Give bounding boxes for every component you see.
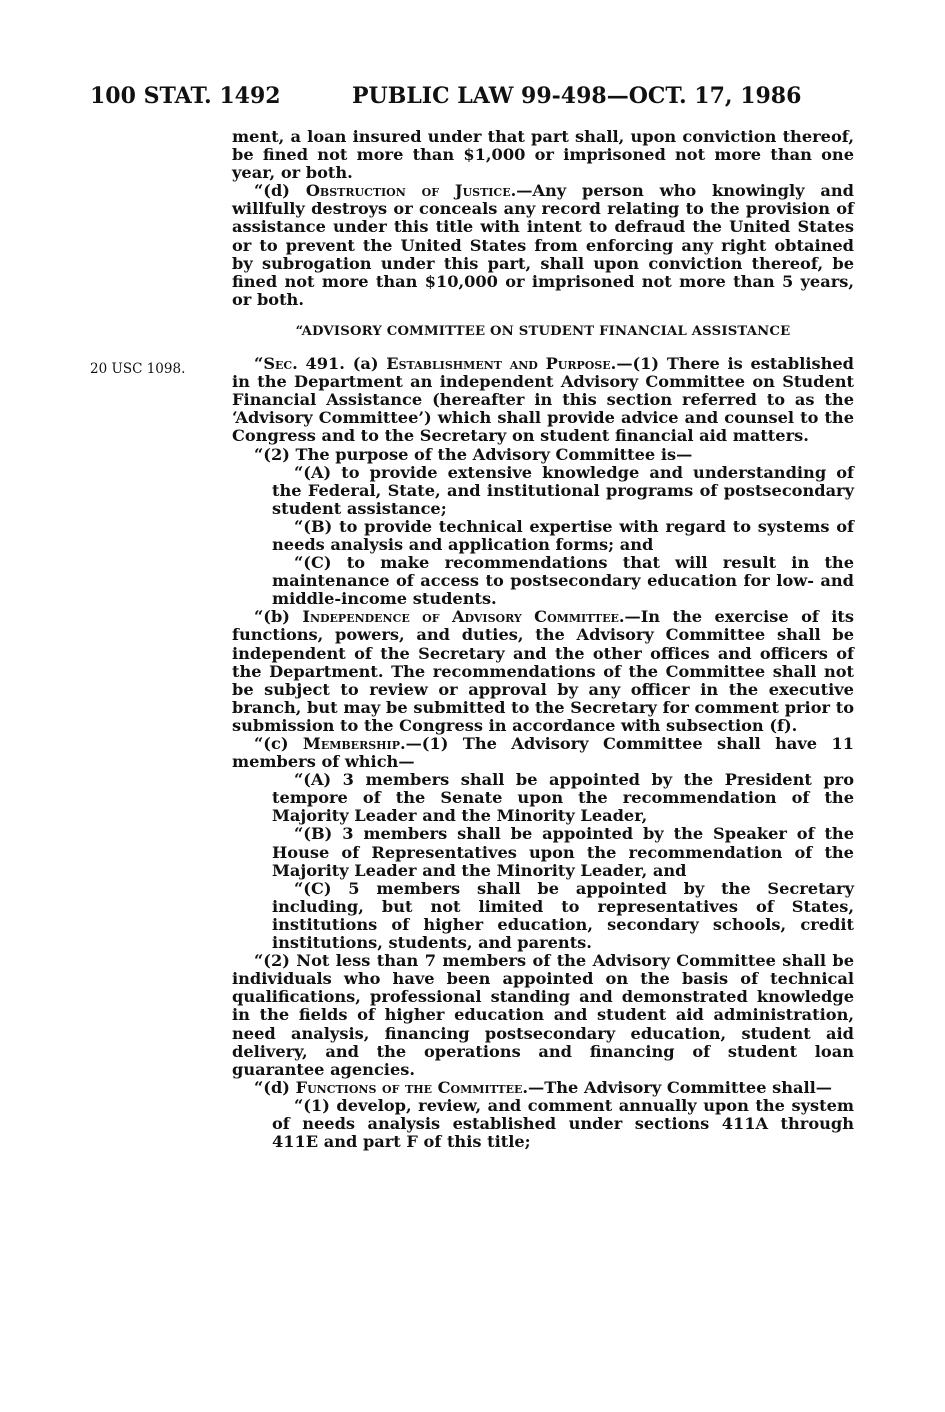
paragraph-text: —(1) There is established in the Department an independent Advisory Committee on Student Financial Assistance (hereafter in this section referred to as the ‘Advisory Committee’) which shall provide advice and counsel to the Congress and to the Secretary on student financial aid matters. [232, 354, 855, 446]
paragraph-label: “(b) [254, 607, 303, 627]
paragraph-sec-491-a [232, 355, 854, 445]
paragraph-label: “(d) [254, 1077, 296, 1097]
page-header [90, 80, 860, 112]
paragraph-label: “(c) [254, 734, 303, 753]
paragraph-continued: ment, a loan insured under that part shall, upon conviction thereof, be fined not more than $1,000 or imprisoned not more than one year, or both. [232, 127, 854, 183]
section-label: Sec. [263, 354, 298, 374]
paragraph-text: —(1) The Advisory Committee shall have 11 members of which— [232, 734, 855, 772]
paragraph-text: —Any person who knowingly and willfully destroys or conceals any record relating to the provision of assistance under this title with intent to defraud the United States or to prevent the United States from enforcing any right obtained by subrogation under this part, shall upon conviction thereof, be fined not more than $10,000 or imprisoned not more than 5 years, or both. [232, 181, 854, 309]
document-body [232, 128, 854, 1151]
paragraph-c-1-A: “(A) 3 members shall be appointed by the President pro tempore of the Senate upon the recommendation of the Majority Leader and the Minority Leader, [272, 770, 854, 826]
paragraph-independence [232, 608, 854, 735]
margin-citation: 20 USC 1098. [90, 361, 186, 377]
paragraph-c-1-B: “(B) 3 members shall be appointed by the Speaker of the House of Representatives upon the recommendation of the Majority Leader and the Minority Leader, and [272, 824, 854, 880]
paragraph-label: “(d) [254, 181, 290, 201]
section-heading: “ADVISORY COMMITTEE ON STUDENT FINANCIAL ASSISTANCE [295, 323, 791, 339]
paragraph-text: —In the exercise of its functions, powers, and duties, the Advisory Committee shall be independent of the Secretary and the other offices and officers of the Department. The recommendations of the Committee shall not be subject to review or approval by any officer in the executive branch, but may be submitted to the Secretary for comment prior to submission to the Congress in accordance with subsection (f). [232, 607, 854, 735]
paragraph-a-2-A: “(A) to provide extensive knowledge and understanding of the Federal, State, and institutional programs of postsecondary student assistance; [272, 462, 854, 518]
statute-page-number: 100 STAT. 1492 [90, 83, 281, 109]
paragraph-heading: Obstruction of Justice. [305, 181, 517, 201]
section-number: 491. (a) [297, 354, 387, 374]
paragraph-heading: Independence of Advisory Committee. [302, 607, 625, 627]
paragraph-c-2: “(2) Not less than 7 members of the Advisory Committee shall be individuals who have been appointed on the basis of technical qualifications, professional standing and demonstrated knowledge in the fields of higher education and student aid administration, need analysis, financing postsecondary education, student aid delivery, and the operations and financing of student loan guarantee agencies. [232, 951, 854, 1079]
paragraph-heading: Establishment and Purpose. [386, 354, 617, 374]
paragraph-a-2-B: “(B) to provide technical expertise with regard to systems of needs analysis and application forms; and [272, 516, 854, 554]
quote-mark: “ [254, 354, 264, 374]
paragraph-a-2: “(2) The purpose of the Advisory Committee is— [254, 444, 693, 464]
paragraph-c-1-C: “(C) 5 members shall be appointed by the Secretary including, but not limited to representatives of States, institutions of higher education, secondary schools, credit institutions, students, and parents. [272, 878, 854, 953]
paragraph-obstruction-of-justice [232, 182, 854, 309]
paragraph-d-1: “(1) develop, review, and comment annually upon the system of needs analysis established under sections 411A through 411E and part F of this title; [272, 1095, 854, 1152]
paragraph-functions [232, 1079, 854, 1097]
paragraph-a-2-C: “(C) to make recommendations that will result in the maintenance of access to postsecondary education for low- and middle-income students. [272, 553, 854, 609]
paragraph-membership [232, 735, 854, 771]
paragraph-heading: Membership. [302, 734, 406, 753]
paragraph-text: —The Advisory Committee shall— [528, 1077, 832, 1097]
paragraph-heading: Functions of the Committee. [295, 1077, 529, 1097]
public-law-title: PUBLIC LAW 99-498—OCT. 17, 1986 [352, 83, 802, 109]
